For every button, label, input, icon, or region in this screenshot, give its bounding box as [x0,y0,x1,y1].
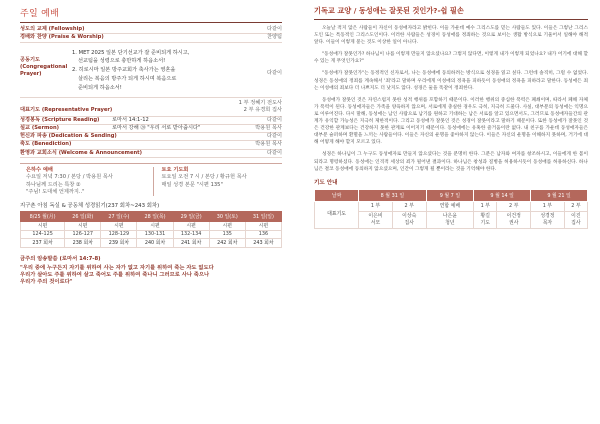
book-cell: 시편 [245,222,281,231]
chapter-cell: 136 [245,230,281,239]
memory-verse [20,254,282,287]
book-cell: 시편 [65,222,101,231]
session-cell: 1 부 [531,201,565,211]
order-who: 다같이 [266,116,282,123]
rep-who-2: 2 부 유경희 집사 [243,106,282,113]
order-row [20,150,282,158]
chapter-cell: 124-125 [21,230,65,239]
prayer-guide-title: 기도 안내 [314,179,338,186]
memory-verse-title: 금주의 암송말씀 (로마서 14:7-8) [20,255,101,262]
meeting-line: 토요일 오전 7 시 / 본당 / 황규헌 목사 [161,174,247,181]
name-cell [392,211,426,228]
prayer-label-en2: Prayer) [20,70,42,77]
name-cell [564,211,587,228]
order-label: 환영과 교회소식 (Welcome & Announcement) [20,149,143,156]
table-header-row [315,189,588,201]
memory-verse-line: 우리가 주의 것이로다" [20,279,73,286]
name-cell [359,211,393,228]
order-who: 다같이 [266,133,282,140]
order-detail [160,133,267,140]
table-row [21,222,282,231]
table-header: 9 월 14 일 [474,189,531,201]
essay-paragraph: "동성애가 잘못인가"는 동정적인 신자로서, 나는 동성애에 동의하려는 방식으로 성경을 읽고 싶다. 그런데 솔직히, 그럴 수 없었다. 성경은 동성애의 정죄를 계속해서 '죄'라고 말하며 우리에게 이성애의 정욕을 피하듯이 동성애의 정욕을 피하라고 말한다. 동성애든 죄는 이성애의 죄보다 더 나쁘지도 더 낫지도 않다. 성경은 둘을 똑같이 정죄한다. [314,71,588,91]
table-header: 28 일(목) [137,212,173,222]
essay-paragraph: 성경은 하나님이 그 누구도 동성애자로 만들지 않으셨다는 것을 분명히 한다. 그분은 남자와 여자를 창조하시고, 이들에게 한 몸이 되라고 명령하셨다. 동성애는 인격적 세상의 죄가 될어낸 결과이다. 하나님은 창성과 질병을 허용하시듯이 동성애를 허용하신다. 하나님은 결코 동성애에 동의하지 않으셨으며, 인간이 그렇게 될 뿐이라는 것을 기억해야 한다. [314,152,588,172]
prayer-line: 살리는 복음의 방주가 되게 하시며 복음으로 [78,75,177,82]
name-line: 성경정 [540,212,555,219]
table-header: 30 일(토) [209,212,245,222]
name-line: 나은윤 [442,212,457,219]
round-cell: 238 회차 [65,239,101,248]
chapter-cell: 132-134 [173,230,209,239]
essay-paragraph: 동성애가 잘못인 것은 자연스럽지 못한 성적 행위를 포함하기 때문이다. 이러한 행위의 중심한 폭력은 폐쇄이며, 따라서 폐해 자체가 폭력이 된다. 동성애자들은 가족을 양육하지 않으며, 서로에게 충실한 경우도 극히, 지극히 드물다. 사실, 대부분의 동성애는 익명으로 이루어진다. 다시 말해, 동성애는 남인 사람으로 남기를 원하고 기대하는 남은 서로를 알고 있으면서도, 그러므로 동성애자들간의 관계가 유익할 가능성은 지극히 제한적이다. 그리고 동성애가 잘못인 것은 성경이 잘못이라고 말하기 때문이다. 또한 동성애가 잘못인 것은 건강한 관계보다는 건강하지 못한 관계로 이어지기 때문이다. 동성애에는 유혹한 즐거움이란 없다. 내 친구를 가운데 동성애자들은 대부분 슬퍼하며 환멸을 느끼는 사람들이다. 이들은 자신의 운명을 좋아하지 않는다. 이들은 자신의 운명을 이해하지 못하며, 거기에 대해 어떻게 해야 할지 모르고 있다. [314,97,588,146]
table-header: 9 월 21 일 [531,189,588,201]
session-cell: 연합 예배 [426,201,474,211]
book-cell: 시편 [21,222,65,231]
order-who: 박용원 목사 [255,141,282,148]
prayer-label-ko: 공동기도 [20,56,41,63]
table-header-row [21,212,282,222]
round-cell: 241 회차 [173,239,209,248]
order-detail [190,150,267,157]
session-cell: 2 부 [564,201,587,211]
name-cell [474,211,497,228]
table-header: 26 일(화) [65,212,101,222]
session-cell: 2 부 [497,201,531,211]
congregational-prayer [20,43,282,98]
title-line: 집사 [571,219,581,226]
title-line: 권사 [509,219,519,226]
name-line: 이진 [571,212,581,219]
title-line: 서모 [370,219,381,226]
session-cell: 1 부 [359,201,393,211]
order-who: 다같이 [266,149,282,156]
name-line: 이상숙 [402,212,417,219]
table-header: 날짜 [315,189,359,201]
order-label: 설교 (Sermon) [20,124,60,131]
essay-paragraph: 오늘날 적지 않은 사람들이 자신이 동성애자라고 밝힌다. 이들 가운데 예수 그리스도를 믿는 사람들도 있다. 이들은 그렇난 그리스도인 또는 특동적인 그리스도인이다. 이러한 사람들은 성경이 동성애를 정죄하는 것으로 보이는 생활 방식으로 기울어서 일해야 해적 앞다. 이들이 이렇게 묻는 것도 이상한 일이 아니다. [314,26,588,46]
order-who: 찬양팀 [266,34,282,41]
chapter-cell: 128-129 [101,230,137,239]
round-cell: 240 회차 [137,239,173,248]
book-cell: 시편 [173,222,209,231]
order-detail: 로마서 강해 ⑳ "우리 서로 받아줍시다" [112,124,201,131]
chapter-cell: 130-131 [137,230,173,239]
order-label: 경배와 찬양 (Praise & Worship) [20,34,104,41]
order-label: 헌신과 파송 (Dedication & Sending) [20,133,117,140]
round-cell: 243 회차 [245,239,281,248]
meeting-line: 수요일 저녁 7:30 / 본당 / 박용원 목사 [26,174,113,181]
name-line: 이은비 [368,212,383,219]
session-cell: 1 부 [474,201,497,211]
prayer-body [70,49,248,93]
prayer-who: 다같이 [266,69,282,76]
bible-reading-table [20,211,282,248]
order-row [20,141,282,149]
order-label: 축도 (Benediction) [20,141,72,148]
order-row [20,117,282,125]
order-label: 성경봉독 (Scripture Reading) [20,116,100,123]
rep-label: 대표기도 (Representative Prayer) [20,106,113,113]
row-label: 대표기도 [315,201,359,228]
round-cell: 237 회차 [21,239,65,248]
title-line: 청년 [445,219,455,226]
name-cell [497,211,531,228]
table-row [21,239,282,248]
meetings [20,163,282,196]
name-cell [531,211,565,228]
table-header: 29 일(금) [173,212,209,222]
table-header: 27 일(수) [101,212,137,222]
round-cell: 239 회차 [101,239,137,248]
order-row [20,125,282,133]
prayer-line: 선교팀을 성령으로 충만하게 하옵소서! [78,58,166,65]
bible-plan-title: 지구촌 아침 독실 & 공동체 성경읽기(237 회차~243 회차) [20,203,160,210]
prayer-line: 1. MET 2025 일본 단기선교가 잘 준비되게 하시고, [72,49,190,56]
name-line: 이건정 [506,212,521,219]
order-row [20,34,282,42]
prayer-guide [314,178,588,229]
book-cell: 시편 [209,222,245,231]
representative-prayer [20,98,282,117]
table-header: 8/25 월(月) [21,212,65,222]
order-detail [112,141,255,148]
right-page [300,0,600,424]
table-row [21,230,282,239]
name-cell [426,211,474,228]
table-header: 9 월 7 일 [426,189,474,201]
essay-title: 기독교 교양 / 동성애는 잘못된 것인가?-쉽 필손 [314,6,464,15]
title-rule [20,22,282,23]
order-label: 성도의 교제 (Fellowship) [20,26,85,32]
wednesday-service [20,167,154,196]
name-line: 황길 [480,212,490,219]
prayer-label-en1: (Congregational [20,63,68,70]
worship-title: 주일 예배 [20,9,60,19]
meeting-line: 하나님께 드리는 특창 ② [26,181,81,188]
meeting-line: "주님! 도대체 언제까지.." [26,188,85,195]
chapter-cell: 126-127 [65,230,101,239]
title-rule [314,19,588,20]
order-detail: 로마서 14:1-12 [112,116,149,123]
book-cell: 시편 [137,222,173,231]
title-line: 기도 [480,219,490,226]
table-row [315,201,588,211]
round-cell: 242 회차 [209,239,245,248]
essay-paragraph: "동성애가 잘못인가? 하나님이 나를 이렇게 만들지 않으셨나요? 그렇지 않다면, 이렇게 내가 이렇게 되었나요? 내가 어기에 대해 할 수 있는 게 무엇인가요?" [314,52,588,65]
rep-who [239,100,282,114]
book-cell: 시편 [101,222,137,231]
meeting-line: 매일 성경 본문 "시편 135" [161,181,223,188]
order-who: 다같이 [266,26,282,32]
title-line: 집사 [404,219,414,226]
saturday-prayer [154,167,283,196]
title-line: 목자 [542,219,553,226]
chapter-cell: 135 [209,230,245,239]
prayer-label [20,49,70,93]
memory-verse-line: "우리 중에 누구든지 자기를 위하여 사는 자가 없고 자기를 위하여 죽는 자도 없도다 [20,264,214,271]
prayer-schedule-table [314,189,588,229]
meeting-title: 은하수 예배 [26,167,53,174]
table-header: 8 월 31 일 [359,189,426,201]
order-who: 박용원 목사 [255,124,282,131]
memory-verse-line: 우리가 살아도 주를 위하여 살고 죽어도 주를 위하여 죽나니 그러므로 사나 죽으나 [20,271,210,278]
session-cell: 2 부 [392,201,426,211]
rep-who-1: 1 부 정혜기 전도사 [238,99,282,106]
meeting-title: 토요 기도회 [161,167,189,174]
table-header: 31 일(일) [245,212,281,222]
prayer-line: 2. 히로시마 일본 방주교회가 축사가는 영혼을 [72,67,176,74]
prayer-line: 준비되게 하옵소서! [78,84,122,91]
